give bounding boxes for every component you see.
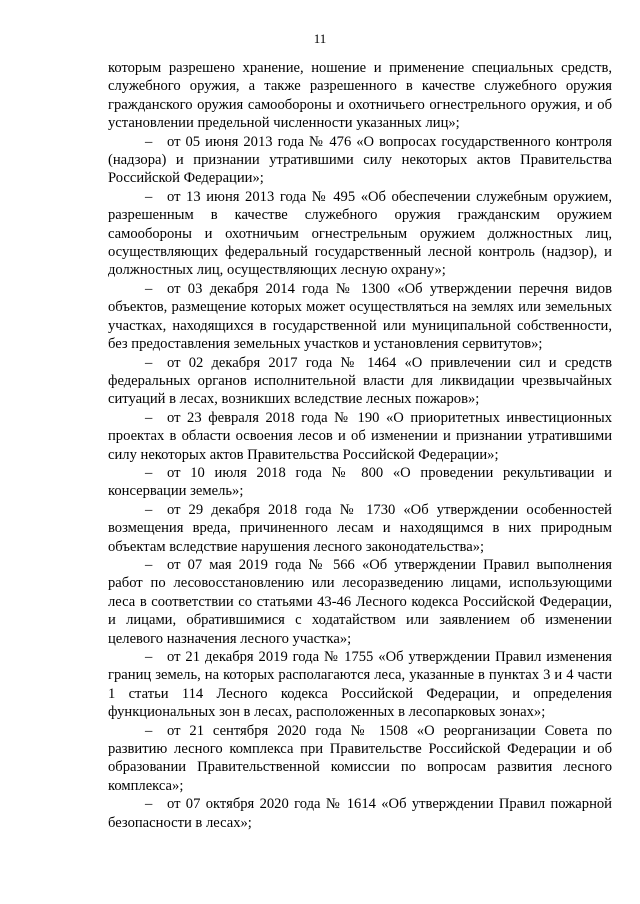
dash-marker: – (145, 354, 153, 371)
list-item-text: от 07 мая 2019 года № 566 «Об утверждении Правил выполнения работ по лесовосстановлению или лесоразведению лицами, использующими леса в соответствии со статьями 43-46 Лесного кодекса Российской Федерации, и лицами, обратившимися с ходатайством или заявлением об изменении целевого назначения лесного участка»; (108, 556, 612, 647)
list-item (108, 722, 612, 796)
dash-marker: – (145, 409, 153, 426)
list-item (108, 556, 612, 648)
dash-marker: – (145, 464, 153, 481)
list-item (108, 188, 612, 280)
list-item (108, 501, 612, 556)
list-item-text: от 02 декабря 2017 года № 1464 «О привлечении сил и средств федеральных органов исполнительной власти для ликвидации чрезвычайных ситуаций в лесах, возникших вследствие лесных пожаров»; (108, 354, 612, 408)
dash-marker: – (145, 796, 153, 813)
dash-marker: – (145, 501, 153, 518)
list-item-text: от 21 сентября 2020 года № 1508 «О реорганизации Совета по развитию лесного комплекса при Правительстве Российской Федерации и об образовании Правительственной комиссии по вопросам развития лесного комплекса»; (108, 722, 612, 794)
dash-marker: – (145, 722, 153, 739)
list-item-text: от 10 июля 2018 года № 800 «О проведении рекультивации и консервации земель»; (108, 464, 612, 500)
list-item-text: от 13 июня 2013 года № 495 «Об обеспечении служебным оружием, разрешенным в качестве служебного оружия гражданским оружием самообороны и охотничьим огнестрельным оружием должностных лиц, осуществляющих федеральный государственный лесной контроль (надзор), и должностных лиц, осуществляющих лесную охрану»; (108, 188, 612, 279)
dash-marker: – (145, 133, 153, 150)
list-item (108, 648, 612, 722)
list-item-text: от 29 декабря 2018 года № 1730 «Об утверждении особенностей возмещения вреда, причиненного лесам и находящимся в них природным объектам вследствие нарушения лесного законодательства»; (108, 501, 612, 555)
list-item-text: от 23 февраля 2018 года № 190 «О приоритетных инвестиционных проектах в области освоения лесов и об изменении и признании утратившими силу некоторых актов Правительства Российской Федерации»; (108, 409, 612, 463)
list-item-text: от 05 июня 2013 года № 476 «О вопросах государственного контроля (надзора) и признании утратившими силу некоторых актов Правительства Российской Федерации»; (108, 133, 612, 187)
intro-paragraph: которым разрешено хранение, ношение и применение специальных средств, служебного оружия, а также разрешенного в качестве служебного оружия гражданского оружия самообороны и охотничьего огнестрельного оружия, и об установлении предельной численности указанных лиц»; (108, 60, 612, 132)
list-item (108, 354, 612, 409)
dash-marker: – (145, 649, 153, 665)
dash-marker: – (145, 280, 153, 297)
document-body (108, 59, 612, 832)
dash-marker: – (145, 556, 153, 573)
page-number: 11 (313, 31, 327, 46)
list-item-text: от 21 декабря 2019 года № 1755 «Об утверждении Правил изменения границ земель, на которых располагаются леса, указанные в пунктах 3 и 4 части 1 статьи 114 Лесного кодекса Российской Федерации, и определения функциональных зон в лесах, расположенных в лесопарковых зонах»; (108, 649, 612, 721)
list-item (108, 409, 612, 464)
dash-marker: – (145, 188, 153, 205)
list-item (108, 133, 612, 188)
list-item (108, 464, 612, 501)
list-item-text: от 07 октября 2020 года № 1614 «Об утверждении Правил пожарной безопасности в лесах»; (108, 796, 612, 831)
list-item (108, 795, 612, 832)
list-item (108, 280, 612, 354)
list-item-text: от 03 декабря 2014 года № 1300 «Об утверждении перечня видов объектов, размещение которых может осуществляться на землях или земельных участках, находящихся в государственной или муниципальной собственности, без предоставления земельных участков и установления сервитутов»; (108, 280, 612, 353)
